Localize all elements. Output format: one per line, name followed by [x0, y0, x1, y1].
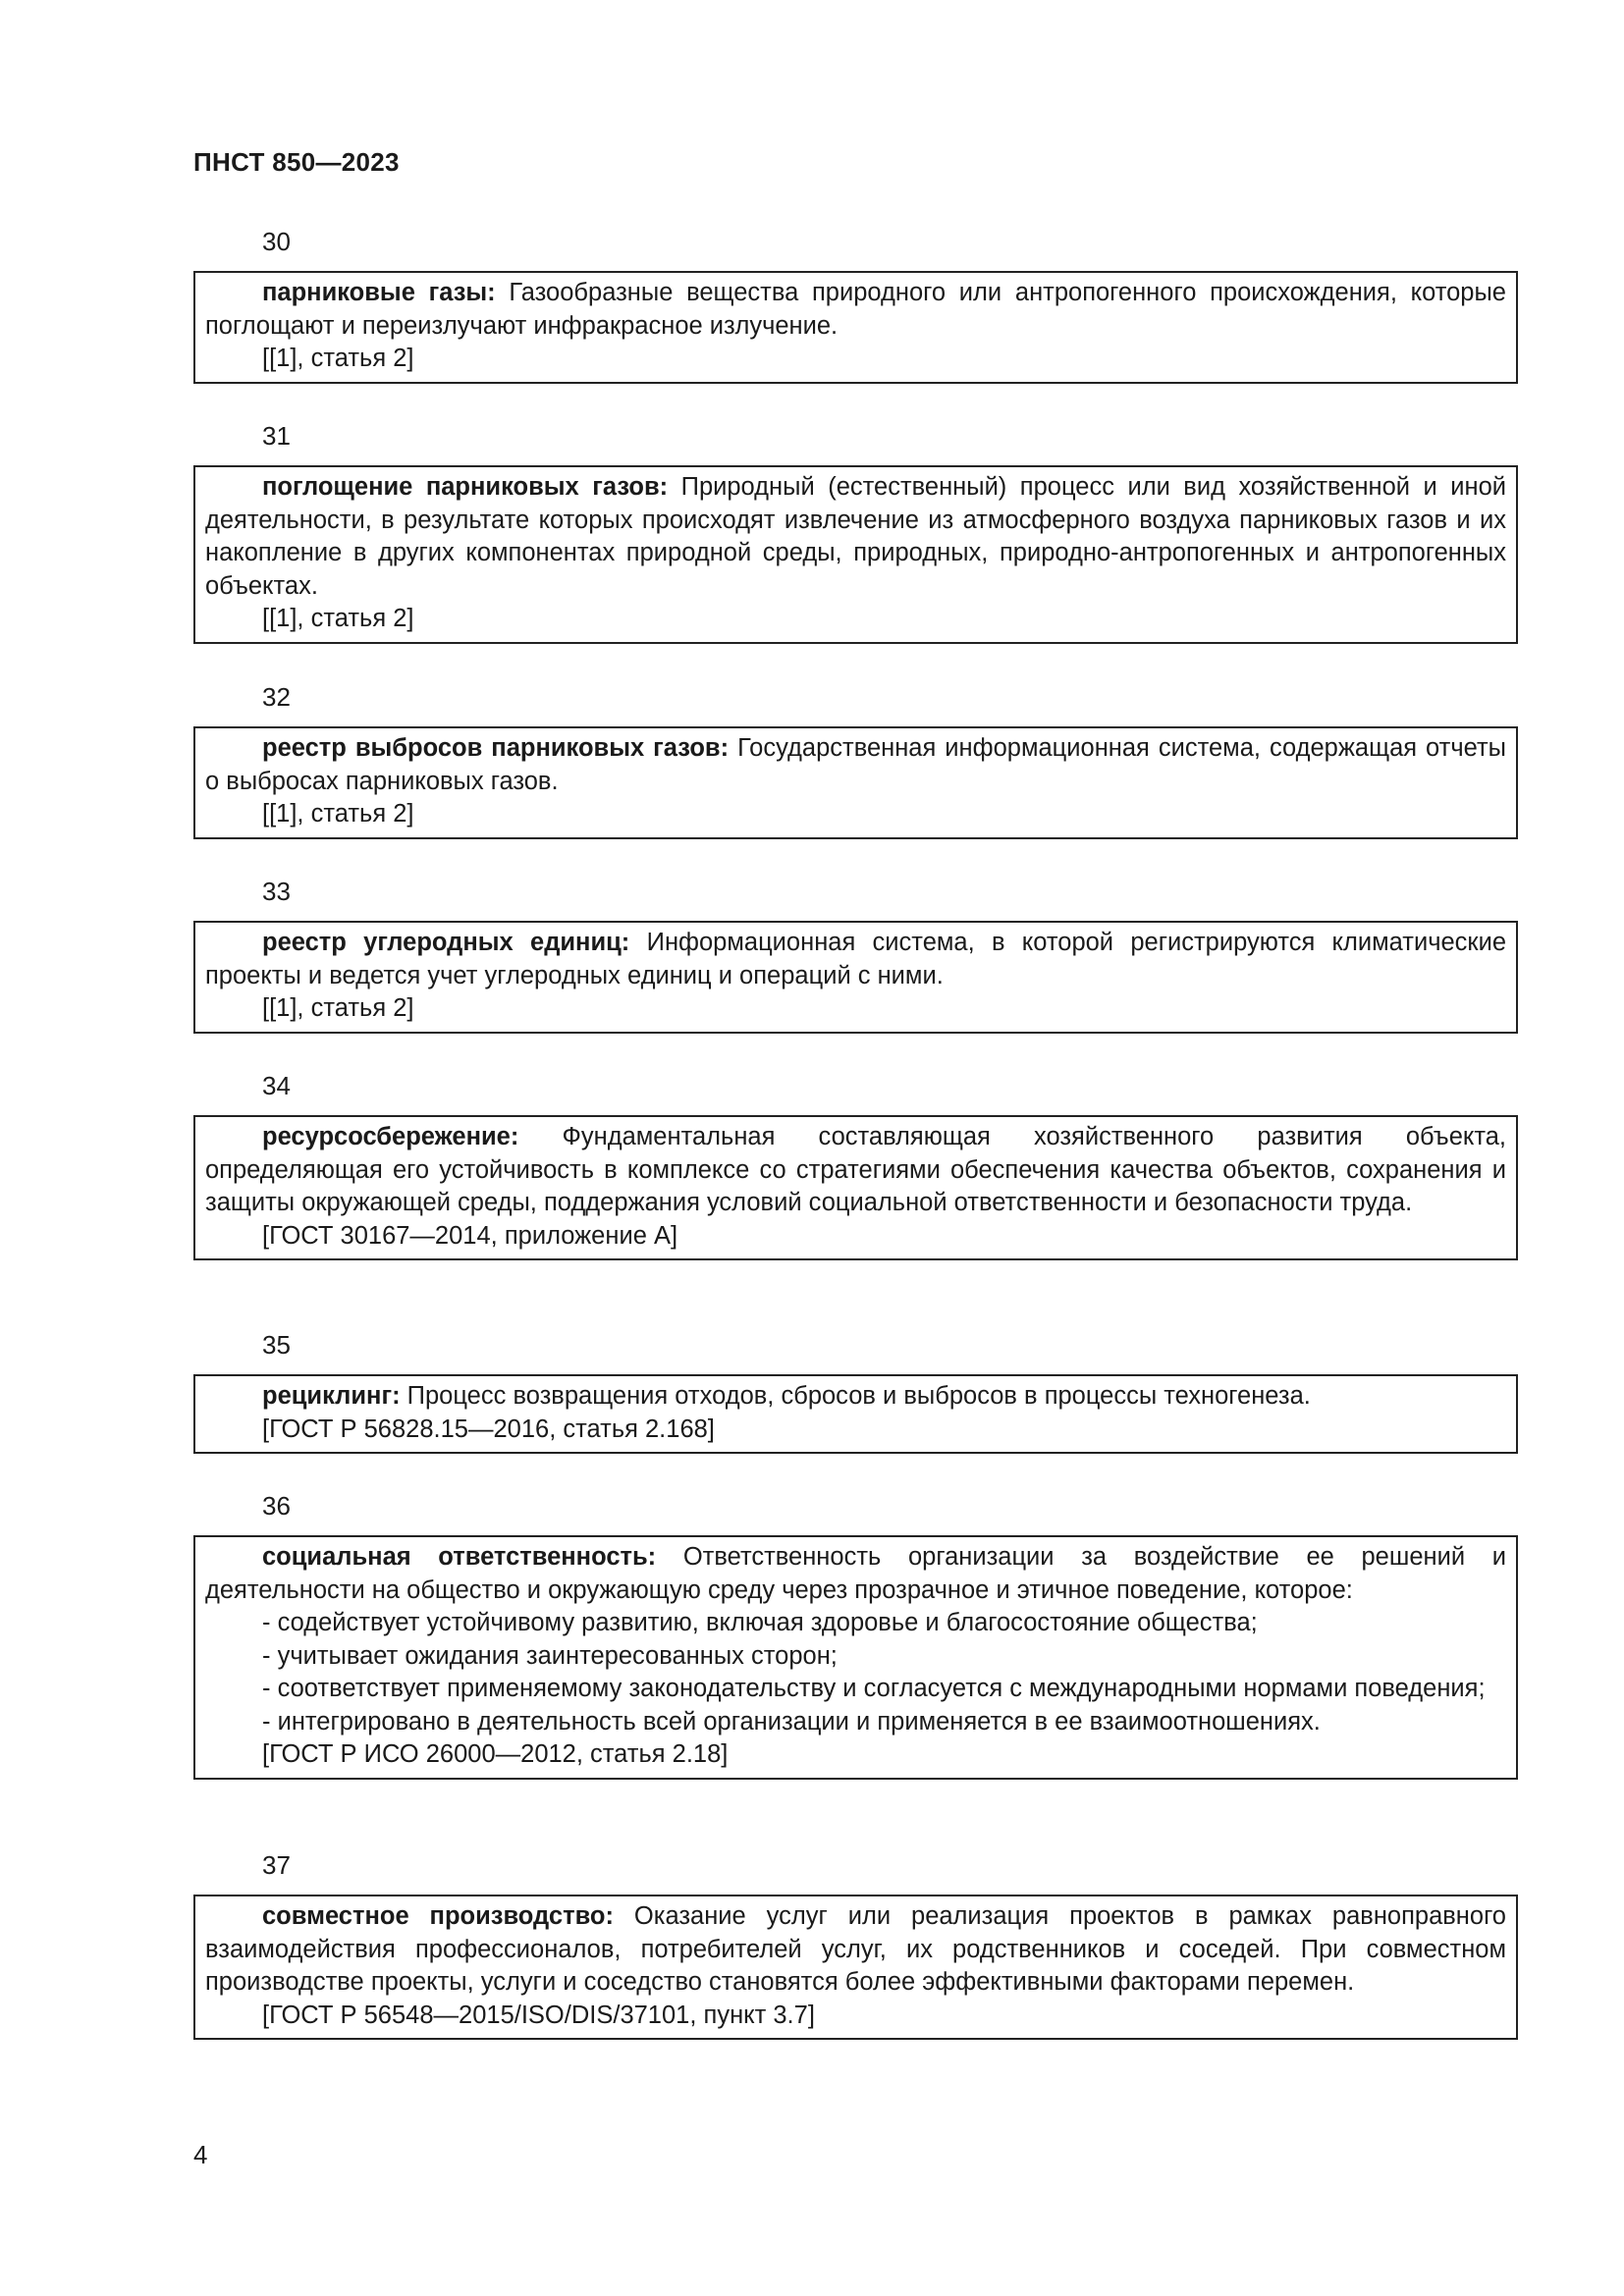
- term-name: ресурсосбережение:: [262, 1123, 519, 1150]
- page-number: 4: [193, 2140, 208, 2169]
- term-name: реестр углеродных единиц:: [262, 929, 630, 956]
- definition-text: Процесс возвращения отходов, сбросов и выбросов в процессы техногенеза.: [406, 1382, 1311, 1410]
- definition-paragraph: [205, 1380, 1506, 1414]
- definition-paragraph: [205, 1121, 1506, 1220]
- term-entry: [193, 1068, 1518, 1260]
- term-entry: [193, 874, 1518, 1034]
- definition-paragraph: [205, 277, 1506, 343]
- definition-paragraph: [205, 471, 1506, 603]
- definition-box: [193, 465, 1518, 644]
- definition-box: [193, 1374, 1518, 1454]
- definition-box: [193, 1895, 1518, 2040]
- definition-text: Информационная система, в которой регистрируются климатические проекты и ведется учет углеродных единиц и операций с ними.: [205, 929, 1506, 989]
- list-item: - интегрировано в деятельность всей организации и применяется в ее взаимоотношениях.: [262, 1707, 1321, 1735]
- list-item: - учитывает ожидания заинтересованных сторон;: [262, 1641, 838, 1670]
- definition-paragraph: [205, 927, 1506, 992]
- definition-paragraph: [205, 732, 1506, 798]
- term-name: парниковые газы:: [262, 279, 496, 306]
- term-entry: [193, 1327, 1518, 1454]
- source-reference: [[1], статья 2]: [262, 800, 414, 828]
- term-entry: [193, 1488, 1518, 1780]
- definition-text: Фундаментальная составляющая хозяйственного развития объекта, определяющая его устойчивость в комплексе со стратегиями обеспечения качества объектов, сохранения и защиты окружающей среды, поддержания условий социальной ответственности и безопасности труда.: [205, 1123, 1506, 1216]
- term-entry: [193, 224, 1518, 384]
- term-name: реестр выбросов парниковых газов:: [262, 734, 730, 762]
- definition-text: Природный (естественный) процесс или вид хозяйственной и иной деятельности, в результате которых происходят извлечение из атмосферного воздуха парниковых газов и их накопление в других компонентах природной среды, природных, природно-антропогенных и антропогенных объектах.: [205, 473, 1507, 600]
- entry-number: 31: [262, 421, 291, 451]
- definition-box: [193, 271, 1518, 384]
- definition-box: [193, 726, 1518, 839]
- entry-number: 33: [262, 877, 291, 906]
- definition-text: Ответственность организации за воздействие ее решений и деятельности на общество и окружающую среду через прозрачное и этичное поведение, которое:: [205, 1543, 1506, 1604]
- entry-number: 32: [262, 682, 291, 712]
- definition-paragraph: [205, 1541, 1506, 1607]
- source-reference: [ГОСТ Р 56828.15—2016, статья 2.168]: [262, 1415, 715, 1443]
- term-entry: [193, 1847, 1518, 2040]
- document-code: ПНСТ 850—2023: [193, 147, 400, 177]
- source-reference: [ГОСТ 30167—2014, приложение А]: [262, 1221, 678, 1250]
- definition-box: [193, 1115, 1518, 1260]
- source-reference: [[1], статья 2]: [262, 994, 414, 1022]
- term-entry: [193, 679, 1518, 839]
- definition-paragraph: [205, 1900, 1506, 2000]
- source-reference: [[1], статья 2]: [262, 345, 414, 372]
- definition-text: Оказание услуг или реализация проектов в рамках равноправного взаимодействия профессионалов, потребителей услуг, их родственников и соседей. При совместном производстве проекты, услуги и соседство становятся более эффективными факторами перемен.: [205, 1902, 1506, 1996]
- entry-number: 37: [262, 1850, 291, 1880]
- definition-box: [193, 921, 1518, 1034]
- entry-number: 35: [262, 1330, 291, 1360]
- term-name: совместное производство:: [262, 1902, 614, 1930]
- term-name: социальная ответственность:: [262, 1543, 657, 1571]
- term-entry: [193, 418, 1518, 644]
- entry-number: 34: [262, 1071, 291, 1100]
- entry-number: 30: [262, 227, 291, 256]
- list-item: - соответствует применяемому законодательству и согласуется с международными нормами поведения;: [262, 1675, 1486, 1702]
- source-reference: [[1], статья 2]: [262, 605, 414, 632]
- list-item: - содействует устойчивому развитию, включая здоровье и благосостояние общества;: [262, 1609, 1258, 1636]
- entry-number: 36: [262, 1491, 291, 1521]
- definition-text: Газообразные вещества природного или антропогенного происхождения, которые поглощают и переизлучают инфракрасное излучение.: [205, 279, 1506, 340]
- definition-box: [193, 1535, 1518, 1780]
- term-name: рециклинг:: [262, 1382, 401, 1410]
- source-reference: [ГОСТ Р ИСО 26000—2012, статья 2.18]: [262, 1740, 729, 1768]
- source-reference: [ГОСТ Р 56548—2015/ISO/DIS/37101, пункт 3.7]: [262, 2001, 815, 2029]
- term-name: поглощение парниковых газов:: [262, 473, 669, 501]
- definition-text: Государственная информационная система, содержащая отчеты о выбросах парниковых газов.: [205, 734, 1506, 795]
